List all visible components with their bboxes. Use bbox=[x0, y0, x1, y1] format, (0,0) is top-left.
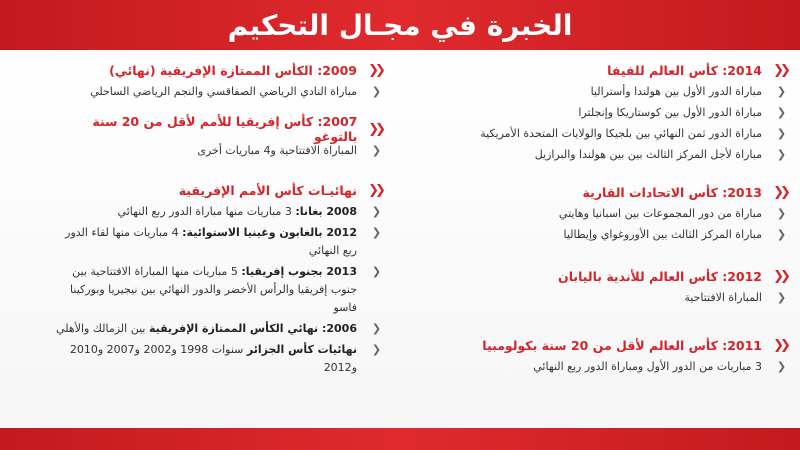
chevron-bullet-icon: ❮ bbox=[371, 343, 379, 356]
item-detail: المباراة الافتتاحية و4 مباريات أخرى bbox=[197, 144, 357, 157]
list-item bbox=[50, 341, 385, 377]
list-item bbox=[410, 125, 790, 143]
section-title: نهائيـات كأس الأمم الإفريقية bbox=[178, 182, 357, 198]
chevron-bullet-icon: ❮ bbox=[371, 144, 379, 157]
list-item bbox=[50, 263, 385, 317]
section-title: 2011: كأس العالم لأقل من 20 سنة بكولومبيا bbox=[482, 337, 762, 353]
item-detail: سنوات 1998 و2002 و2007 و2010 و2012 bbox=[69, 343, 357, 374]
item-detail: 3 مباريات منها مباراة الدور ربع النهائي bbox=[117, 205, 296, 218]
item-text: مباراة الدور الأول بين كوستاريكا وإنجلترا bbox=[578, 106, 762, 119]
double-chevron-icon: ❮❮ bbox=[773, 268, 787, 284]
item-text: 3 مباريات من الدور الأول ومباراة الدور ربع النهائي bbox=[533, 360, 762, 373]
list-item bbox=[50, 320, 385, 338]
item-text bbox=[56, 320, 357, 338]
experience-section bbox=[50, 60, 385, 101]
right-column bbox=[410, 50, 790, 376]
chevron-bullet-icon: ❮ bbox=[776, 207, 784, 220]
list-item bbox=[410, 205, 790, 223]
chevron-bullet-icon: ❮ bbox=[776, 228, 784, 241]
page-title: الخبرة في مجـال التحكيم bbox=[227, 8, 573, 42]
section-header bbox=[410, 266, 790, 286]
section-header bbox=[50, 60, 385, 80]
chevron-bullet-icon: ❮ bbox=[776, 360, 784, 373]
chevron-bullet-icon: ❮ bbox=[776, 148, 784, 161]
item-text: مباراة المركز الثالث بين الأوروغواي وإيطاليا bbox=[563, 228, 762, 241]
chevron-bullet-icon: ❮ bbox=[776, 106, 784, 119]
experience-section bbox=[50, 114, 385, 160]
chevron-bullet-icon: ❮ bbox=[371, 85, 379, 98]
list-item bbox=[410, 289, 790, 307]
chevron-bullet-icon: ❮ bbox=[776, 85, 784, 98]
item-bold-lead: 2012 بالغابون وغينيا الاستوائية: bbox=[182, 226, 357, 239]
double-chevron-icon: ❮❮ bbox=[773, 184, 787, 200]
item-bold-lead: نهائيات كأس الجزائر bbox=[246, 343, 357, 356]
left-column bbox=[50, 50, 385, 377]
section-title: 2009: الكأس الممتازة الإفريقية (نهائي) bbox=[109, 62, 357, 78]
item-text: مباراة الدور ثمن النهائي بين بلجيكا والولايات المتحدة الأمريكية bbox=[480, 127, 762, 140]
section-header bbox=[410, 60, 790, 80]
list-item bbox=[50, 142, 385, 160]
header-banner bbox=[0, 0, 800, 50]
item-detail: 5 مباريات منها المباراة الافتتاحية بين جنوب إفريقيا والرأس الأخضر والدور النهائي بين نيجيريا وبوركينا فاسو bbox=[70, 265, 357, 314]
section-header bbox=[410, 335, 790, 355]
chevron-bullet-icon: ❮ bbox=[371, 265, 379, 278]
item-detail: بين الزمالك والأهلي bbox=[56, 322, 149, 335]
chevron-bullet-icon: ❮ bbox=[776, 127, 784, 140]
list-item bbox=[410, 146, 790, 164]
item-text: المباراة الافتتاحية bbox=[684, 291, 762, 304]
section-header bbox=[410, 182, 790, 202]
section-title: 2012: كأس العالم للأندية باليابان bbox=[558, 268, 762, 284]
list-item bbox=[410, 226, 790, 244]
chevron-bullet-icon: ❮ bbox=[776, 291, 784, 304]
item-bold-lead: 2006: نهائي الكأس الممتازة الإفريقية bbox=[148, 322, 357, 335]
item-text bbox=[197, 142, 357, 160]
double-chevron-icon: ❮❮ bbox=[368, 62, 382, 78]
list-item bbox=[410, 104, 790, 122]
list-item bbox=[50, 224, 385, 260]
item-text bbox=[50, 341, 357, 377]
item-text: مباراة الدور الأول بين هولندا وأستراليا bbox=[590, 85, 762, 98]
experience-section bbox=[410, 182, 790, 244]
list-item bbox=[410, 358, 790, 376]
item-text bbox=[50, 263, 357, 317]
item-text bbox=[50, 224, 357, 260]
section-title: 2007: كأس إفريقيا للأمم لأقل من 20 سنة بالتوغو bbox=[92, 114, 358, 144]
item-detail: مباراة النادي الرياضي الصفاقسي والنجم الرياضي الساحلي bbox=[90, 85, 357, 98]
item-text: مباراة من دور المجموعات بين اسبانيا وهايتي bbox=[558, 207, 762, 220]
item-text bbox=[118, 203, 357, 221]
experience-section bbox=[50, 180, 385, 377]
section-title: 2014: كأس العالم للفيفا bbox=[607, 62, 762, 78]
chevron-bullet-icon: ❮ bbox=[371, 205, 379, 218]
item-bold-lead: 2013 بجنوب إفريقيا: bbox=[241, 265, 357, 278]
section-title: 2013: كأس الاتحادات القارية bbox=[582, 184, 762, 200]
footer-banner bbox=[0, 428, 800, 450]
double-chevron-icon: ❮❮ bbox=[773, 337, 787, 353]
list-item bbox=[50, 83, 385, 101]
double-chevron-icon: ❮❮ bbox=[368, 182, 382, 198]
experience-section bbox=[410, 335, 790, 376]
item-text bbox=[90, 83, 357, 101]
item-text: مباراة لأجل المركز الثالث بين بين هولندا والبرازيل bbox=[534, 148, 762, 161]
section-header bbox=[50, 114, 385, 144]
list-item bbox=[410, 83, 790, 101]
item-detail: 4 مباريات منها لقاء الدور ربع النهائي bbox=[65, 226, 357, 257]
list-item bbox=[50, 203, 385, 221]
experience-section bbox=[410, 60, 790, 164]
chevron-bullet-icon: ❮ bbox=[371, 226, 379, 239]
chevron-bullet-icon: ❮ bbox=[371, 322, 379, 335]
double-chevron-icon: ❮❮ bbox=[368, 121, 383, 137]
experience-section bbox=[410, 266, 790, 307]
double-chevron-icon: ❮❮ bbox=[773, 62, 787, 78]
item-bold-lead: 2008 بغانا: bbox=[295, 205, 357, 218]
section-header bbox=[50, 180, 385, 200]
